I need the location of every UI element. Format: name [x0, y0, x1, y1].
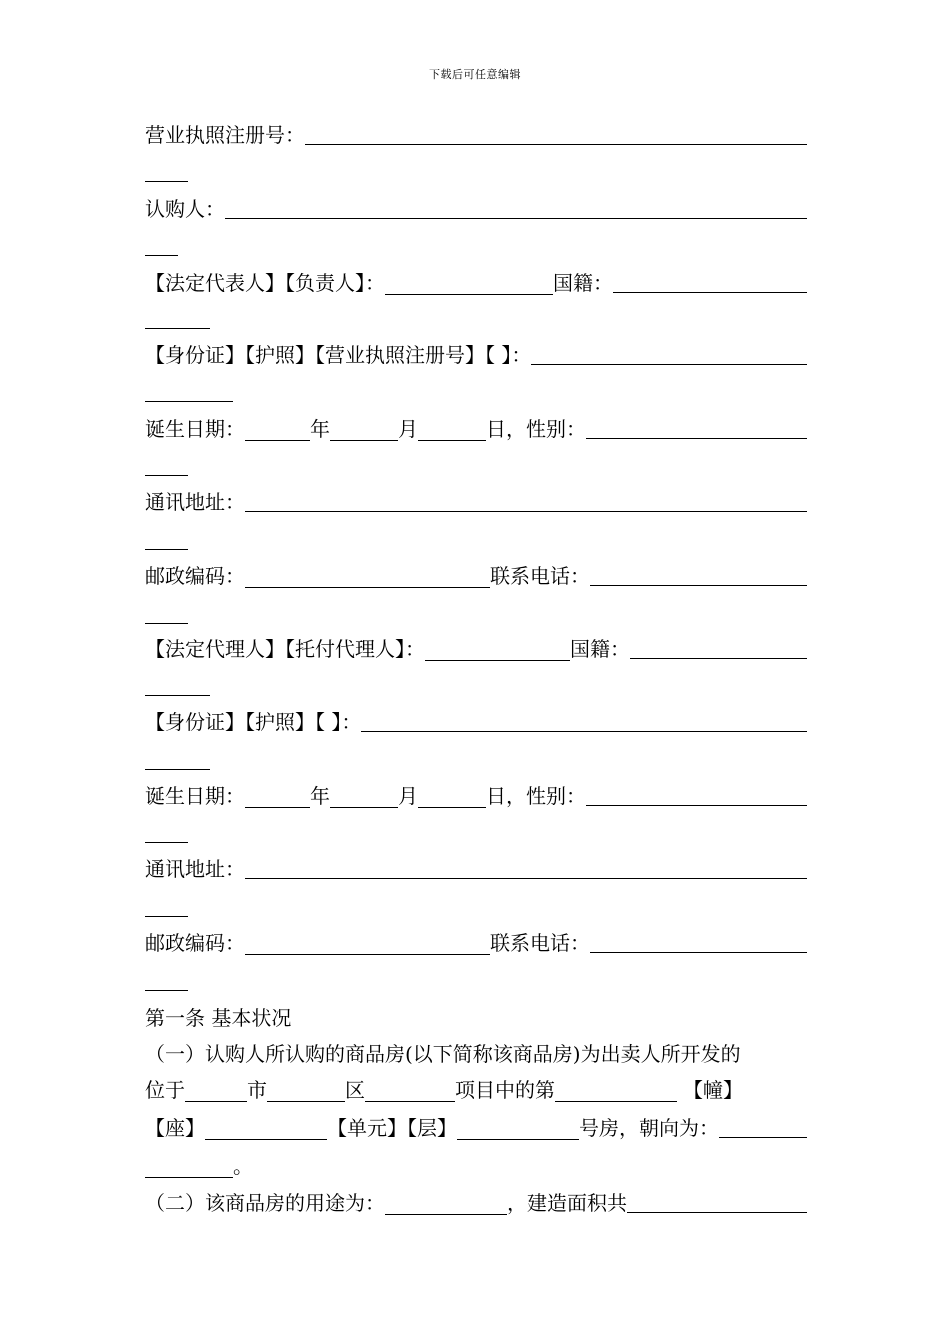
nationality-blank[interactable] [613, 274, 807, 293]
agent-row [145, 637, 807, 661]
birth-month-label: 月 [398, 417, 418, 441]
agent-label: 【法定代理人】【托付代理人】： [145, 637, 425, 661]
address-blank-cont[interactable] [145, 548, 188, 550]
postcode-blank[interactable] [245, 569, 490, 588]
birth-year-blank[interactable] [245, 422, 310, 441]
id-label: 【身份证】【护照】【营业执照注册号】【 】： [145, 343, 532, 367]
birth-year-label: 年 [310, 417, 330, 441]
agent-birth-label: 诞生日期： [145, 784, 245, 808]
birth-day-blank[interactable] [418, 422, 486, 441]
buyer-label: 认购人： [145, 197, 225, 221]
legal-rep-blank[interactable] [385, 276, 553, 295]
postcode-label: 邮政编码： [145, 564, 245, 588]
city-label: 市 [247, 1078, 267, 1102]
article-1-p1-line2 [145, 1078, 807, 1102]
agent-blank[interactable] [425, 642, 570, 661]
phone-blank-cont[interactable] [145, 622, 188, 624]
agent-birth-year-blank[interactable] [245, 789, 310, 808]
district-blank[interactable] [267, 1083, 345, 1102]
article-1-p1-line4 [145, 1154, 807, 1178]
legal-rep-row [145, 271, 807, 295]
article-1-p1-line1: （一）认购人所认购的商品房(以下简称该商品房)为出卖人所开发的 [145, 1042, 741, 1066]
district-label: 区 [345, 1078, 365, 1102]
legal-rep-label: 【法定代表人】【负责人】： [145, 271, 385, 295]
agent-birth-month-label: 月 [398, 784, 418, 808]
agent-address-row [145, 857, 807, 881]
room-label: 号房，朝向为： [579, 1116, 719, 1140]
article-1-p1-line3 [145, 1116, 807, 1140]
buyer-blank-cont[interactable] [145, 254, 178, 256]
agent-address-blank-cont[interactable] [145, 915, 188, 917]
gender-blank-cont[interactable] [145, 474, 188, 476]
seat-blank[interactable] [205, 1121, 327, 1140]
reg-no-blank-cont[interactable] [145, 180, 188, 182]
agent-postcode-blank[interactable] [245, 936, 490, 955]
article-1-p2 [145, 1191, 807, 1215]
building-blank[interactable] [555, 1083, 677, 1102]
id-blank-cont[interactable] [145, 400, 233, 402]
address-row [145, 490, 807, 514]
agent-id-blank[interactable] [361, 713, 807, 732]
reg-no-label: 营业执照注册号： [145, 123, 305, 147]
room-blank[interactable] [457, 1121, 579, 1140]
phone-label: 联系电话： [490, 564, 590, 588]
address-blank[interactable] [245, 493, 807, 512]
agent-phone-blank-cont[interactable] [145, 989, 188, 991]
agent-phone-label: 联系电话： [490, 931, 590, 955]
orientation-blank[interactable] [719, 1119, 807, 1138]
agent-postcode-row [145, 931, 807, 955]
p1-end-mark: 。 [233, 1154, 253, 1178]
postcode-row [145, 564, 807, 588]
agent-nationality-label: 国籍： [570, 637, 630, 661]
agent-postcode-label: 邮政编码： [145, 931, 245, 955]
agent-phone-blank[interactable] [590, 934, 807, 953]
usage-blank[interactable] [385, 1196, 507, 1215]
building-label: 【幢】 [683, 1078, 743, 1102]
agent-birth-month-blank[interactable] [330, 789, 398, 808]
header-note: 下载后可任意编辑 [429, 68, 521, 81]
birth-day-label: 日，性别： [486, 417, 586, 441]
usage-label: （二）该商品房的用途为： [145, 1191, 385, 1215]
seat-label: 【座】 [145, 1116, 205, 1140]
agent-address-label: 通讯地址： [145, 857, 245, 881]
agent-birth-day-blank[interactable] [418, 789, 486, 808]
agent-gender-blank-cont[interactable] [145, 841, 188, 843]
gender-blank[interactable] [586, 420, 807, 439]
project-blank[interactable] [365, 1083, 455, 1102]
reg-no-row [145, 123, 807, 147]
project-label: 项目中的第 [455, 1078, 555, 1102]
agent-id-row [145, 710, 807, 734]
birth-label: 诞生日期： [145, 417, 245, 441]
agent-gender-blank[interactable] [586, 787, 807, 806]
area-blank[interactable] [627, 1194, 807, 1213]
nationality-label: 国籍： [553, 271, 613, 295]
nationality-blank-cont[interactable] [145, 327, 210, 329]
agent-address-blank[interactable] [245, 860, 807, 879]
agent-id-blank-cont[interactable] [145, 768, 210, 770]
birth-row [145, 417, 807, 441]
buyer-row [145, 197, 807, 221]
agent-birth-row [145, 784, 807, 808]
area-label: ，建造面积共 [507, 1191, 627, 1215]
unit-floor-label: 【单元】【层】 [327, 1116, 457, 1140]
reg-no-blank[interactable] [305, 126, 807, 145]
agent-birth-year-label: 年 [310, 784, 330, 808]
article-1-title: 第一条 基本状况 [145, 1006, 292, 1030]
orientation-blank-cont[interactable] [145, 1159, 233, 1178]
phone-blank[interactable] [590, 567, 807, 586]
address-label: 通讯地址： [145, 490, 245, 514]
agent-id-label: 【身份证】【护照】【 】： [145, 710, 362, 734]
agent-nationality-blank-cont[interactable] [145, 694, 210, 696]
located-label: 位于 [145, 1078, 185, 1102]
id-blank[interactable] [531, 346, 807, 365]
city-blank[interactable] [185, 1083, 247, 1102]
id-row [145, 343, 807, 367]
buyer-blank[interactable] [225, 200, 807, 219]
birth-month-blank[interactable] [330, 422, 398, 441]
agent-birth-day-label: 日，性别： [486, 784, 586, 808]
agent-nationality-blank[interactable] [630, 640, 807, 659]
